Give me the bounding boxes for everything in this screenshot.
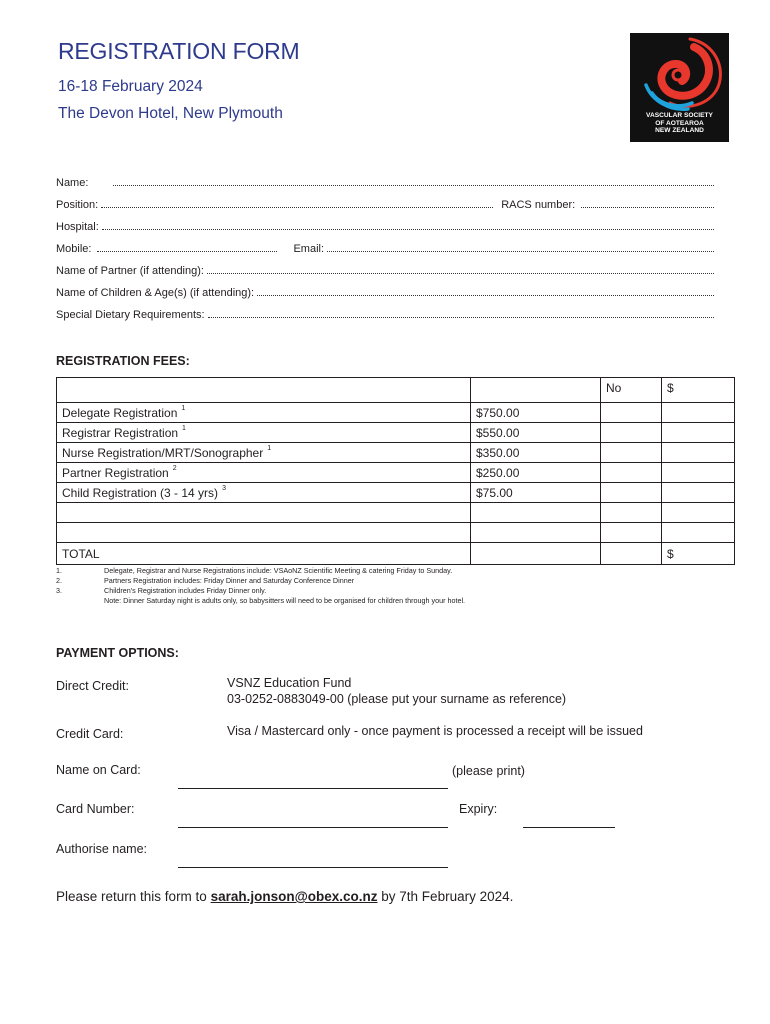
racs-input-line[interactable] xyxy=(581,206,714,208)
fee-amount-cell[interactable] xyxy=(662,483,735,503)
logo-text: VASCULAR SOCIETY OF AOTEAROA NEW ZEALAND xyxy=(646,112,713,135)
fee-amount-cell[interactable] xyxy=(662,403,735,423)
fee-qty-cell[interactable] xyxy=(601,403,662,423)
credit-card-note: Visa / Mastercard only - once payment is processed a receipt will be issued xyxy=(227,724,643,738)
fee-row: Partner Registration $^2$ $250.00 xyxy=(57,463,735,483)
fees-header-row xyxy=(57,378,735,403)
event-venue: The Devon Hotel, New Plymouth xyxy=(58,105,283,122)
col-dollar-header: $ xyxy=(662,378,735,403)
fee-qty-cell[interactable] xyxy=(601,463,662,483)
col-no-header: No xyxy=(601,378,662,403)
fees-table xyxy=(56,377,735,565)
fee-notes xyxy=(56,566,465,606)
direct-credit-account-number: 03-0252-0883049-00 (please put your surname as reference) xyxy=(227,692,567,706)
authorise-name-input-line[interactable] xyxy=(178,855,448,873)
payment-heading: PAYMENT OPTIONS: xyxy=(56,646,179,660)
credit-card-label: Credit Card: xyxy=(56,727,124,741)
direct-credit-label: Direct Credit: xyxy=(56,679,129,693)
expiry-input-line[interactable] xyxy=(523,815,615,833)
dietary-field[interactable]: Special Dietary Requirements: xyxy=(56,307,716,321)
card-number-input-line[interactable] xyxy=(178,815,448,833)
total-row xyxy=(57,543,735,565)
form-title: REGISTRATION FORM xyxy=(58,38,300,64)
fee-price: $250.00 xyxy=(471,463,601,483)
hospital-field[interactable]: Hospital: xyxy=(56,219,716,233)
fee-amount-cell[interactable] xyxy=(662,463,735,483)
dietary-input-line[interactable] xyxy=(208,316,714,318)
total-amount-cell[interactable]: $ xyxy=(662,543,735,565)
name-on-card-input-line[interactable] xyxy=(178,776,448,794)
name-input-line[interactable] xyxy=(113,184,714,186)
fee-label: Child Registration (3 - 14 yrs) xyxy=(62,485,219,500)
fee-price: $75.00 xyxy=(471,483,601,503)
direct-credit-account-name: VSNZ Education Fund xyxy=(227,676,352,690)
email-input-line[interactable] xyxy=(327,250,714,252)
total-label: TOTAL xyxy=(57,543,471,565)
children-field[interactable]: Name of Children & Age(s) (if attending): xyxy=(56,285,716,299)
children-input-line[interactable] xyxy=(257,294,714,296)
empty-row xyxy=(57,523,735,543)
fee-label: Registrar Registration xyxy=(62,425,179,440)
fee-row: Registrar Registration $^1$ $550.00 xyxy=(57,423,735,443)
empty-row xyxy=(57,503,735,523)
fee-price: $550.00 xyxy=(471,423,601,443)
fee-label: Delegate Registration xyxy=(62,405,178,420)
racs-label: RACS number: xyxy=(501,199,576,211)
fee-row: Nurse Registration/MRT/Sonographer $^1$ $350.00 xyxy=(57,443,735,463)
please-print-note: (please print) xyxy=(452,764,525,778)
note-item: Note: Dinner Saturday night is adults only, so babysitters will need to be organised for children through your hotel. xyxy=(104,596,466,605)
koru-logo-icon xyxy=(630,33,729,113)
fee-qty-cell[interactable] xyxy=(601,483,662,503)
name-field[interactable]: Name: xyxy=(56,175,716,189)
fees-heading: REGISTRATION FEES: xyxy=(56,354,190,368)
vsnz-logo xyxy=(630,33,729,142)
partner-field[interactable]: Name of Partner (if attending): xyxy=(56,263,716,277)
return-email-link[interactable]: sarah.jonson@obex.co.nz xyxy=(210,889,378,904)
event-dates: 16-18 February 2024 xyxy=(58,78,203,95)
fee-price: $350.00 xyxy=(471,443,601,463)
partner-input-line[interactable] xyxy=(207,272,714,274)
name-on-card-label: Name on Card: xyxy=(56,763,141,777)
note-item: 3. Children's Registration includes Friday Dinner only. xyxy=(56,586,267,595)
fee-qty-cell[interactable] xyxy=(601,423,662,443)
card-number-label: Card Number: xyxy=(56,802,135,816)
fee-label: Partner Registration xyxy=(62,465,169,480)
note-item: 2. Partners Registration includes: Friday Dinner and Saturday Conference Dinner xyxy=(56,576,355,585)
note-item: 1. Delegate, Registrar and Nurse Registrations include: VSAoNZ Scientific Meeting & catering Friday to Sunday. xyxy=(56,566,453,575)
email-label: Email: xyxy=(293,243,325,255)
fee-amount-cell[interactable] xyxy=(662,443,735,463)
position-input-line[interactable] xyxy=(101,206,493,208)
fee-amount-cell[interactable] xyxy=(662,423,735,443)
fee-label: Nurse Registration/MRT/Sonographer xyxy=(62,445,264,460)
return-instruction: Please return this form to sarah.jonson@obex.co.nz by 7th February 2024. xyxy=(56,889,514,904)
authorise-name-label: Authorise name: xyxy=(56,842,148,856)
mobile-email-field[interactable]: Mobile: Email: xyxy=(56,241,716,255)
position-field[interactable]: Position: RACS number: xyxy=(56,197,716,211)
fee-qty-cell[interactable] xyxy=(601,443,662,463)
hospital-input-line[interactable] xyxy=(102,228,714,230)
mobile-input-line[interactable] xyxy=(97,250,277,252)
fee-price: $750.00 xyxy=(471,403,601,423)
fee-row: Delegate Registration $^1$ $750.00 xyxy=(57,403,735,423)
fee-row: Child Registration (3 - 14 yrs) $^3$ $75.00 xyxy=(57,483,735,503)
expiry-label: Expiry: xyxy=(459,802,498,816)
